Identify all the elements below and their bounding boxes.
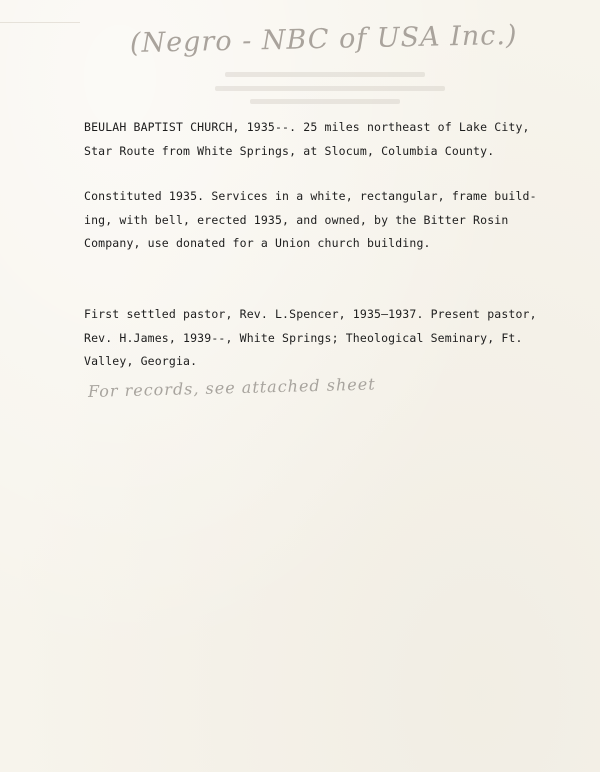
text-line: BEULAH BAPTIST CHURCH, 1935--. 25 miles northeast of Lake City, <box>84 120 530 134</box>
text-line: ing, with bell, erected 1935, and owned, by the Bitter Rosin <box>84 212 509 227</box>
text-line: Valley, Georgia. <box>84 354 198 368</box>
paragraph-church-location <box>84 116 530 163</box>
faint-bleedthrough-line <box>250 99 400 104</box>
text-line: Rev. H.James, 1939--, White Springs; Theological Seminary, Ft. <box>84 330 523 345</box>
text-line: Company, use donated for a Union church building. <box>84 236 431 250</box>
text-line: First settled pastor, Rev. L.Spencer, 1935—1937. Present pastor, <box>84 307 537 321</box>
text-line: Constituted 1935. Services in a white, rectangular, frame build- <box>84 189 537 203</box>
paragraph-church-history <box>84 185 537 256</box>
text-line: Star Route from White Springs, at Slocum, Columbia County. <box>84 143 495 158</box>
handwritten-header-annotation: (Negro - NBC of USA Inc.) <box>129 19 518 59</box>
paper-crease <box>0 22 80 23</box>
faint-bleedthrough-line <box>215 86 445 91</box>
handwritten-records-note: For records, see attached sheet <box>87 374 376 401</box>
paragraph-pastors <box>84 303 537 374</box>
faint-bleedthrough-line <box>225 72 425 77</box>
